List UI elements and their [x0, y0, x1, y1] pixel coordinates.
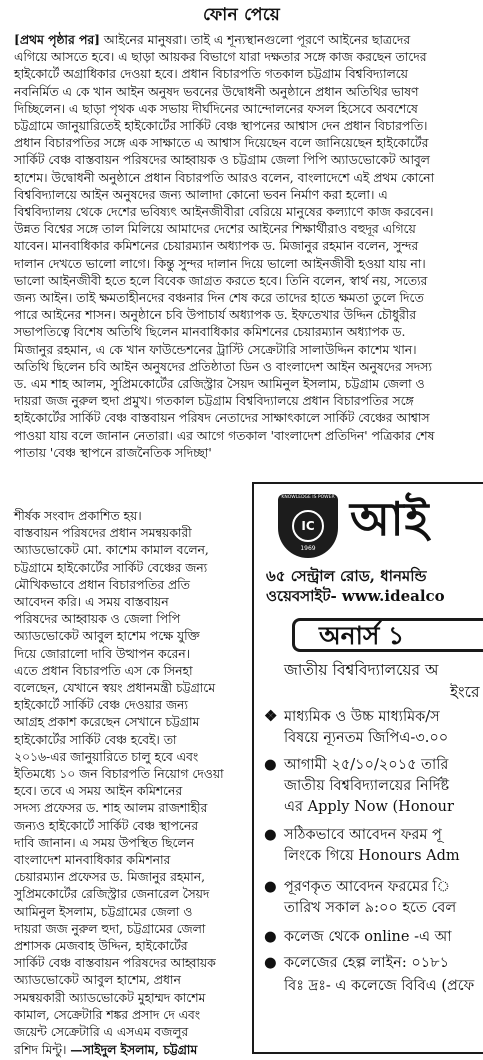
- ad-item: ● কলেজ থেকে online -এ আ: [264, 928, 452, 945]
- ad-item: ● আগামী ২৫/১০/২০১৫ তারি জাতীয় বিশ্ববিদ্যালয়ের নির্দিষ্ট এর Apply Now (Honour: [264, 756, 454, 815]
- byline: —সাইদুল ইসলাম, চট্টগ্রাম: [70, 1042, 198, 1058]
- logo-year: 1969: [300, 545, 316, 552]
- bullet-icon: ●: [264, 954, 277, 971]
- english-fragment: ইংরে: [450, 683, 480, 701]
- ad-item: ❖ মাধ্যমিক ও উচ্চ মাধ্যমিক/স বিষয়ে ন্যূনতম জিপিএ-৩.০০: [264, 707, 449, 746]
- bullet-icon: ●: [264, 928, 277, 945]
- continued-label: [প্রথম পৃষ্ঠার পর]: [14, 32, 100, 47]
- ad-item: ● কলেজের হেল্প লাইন: ০১৮১: [264, 954, 449, 971]
- college-advertisement: [252, 482, 483, 1054]
- ad-item: ● সঠিকভাবে আবেদন ফরম পূ লিংকে গিয়ে Honours Adm: [264, 826, 460, 864]
- ad-item: ● পূরণকৃত আবেদন ফরমের ি তারিখ সকাল ৯:০০ হতে বেল: [264, 878, 457, 916]
- college-website: ওয়েবসাইট- www.idealco: [266, 587, 445, 605]
- article-body-column: [14, 508, 243, 1060]
- college-name: আই: [350, 492, 430, 546]
- logo-initials: IC: [292, 510, 324, 542]
- article-body-full-width: [14, 31, 472, 462]
- college-address: ৬৫ সেন্ট্রাল রোড, ধানমন্ডি: [266, 567, 427, 585]
- university-line: জাতীয় বিশ্ববিদ্যালয়ের অ: [284, 661, 439, 679]
- bullet-icon: ●: [264, 878, 277, 895]
- admission-banner: অনার্স ১: [292, 618, 483, 652]
- article-text-column: শীর্ষক সংবাদ প্রকাশিত হয়। বাস্তবায়ন পরিষদের প্রধান সমন্বয়কারী অ্যাডভোকেট মো. কাশেম কামাল বলেন, চট্টগ্রামে হাইকোর্টের সার্কিট বেঞ্চের জন্য মৌখিকভাবে প্রধান বিচারপতির প্রতি আবেদন করি। এ সময় বাস্তবায়ন পরিষদের আহ্বায়ক ও জেলা পিপি অ্যাডভোকেট আবুল হাশেম পক্ষে যুক্তি দিয়ে জোরালো দাবি উত্থাপন করেন। এতে প্রধান বিচারপতি এস কে সিনহা বলেছেন, যেখানে স্বয়ং প্রধানমন্ত্রী চট্টগ্রামে হাইকোর্টে সার্কিট বেঞ্চ দেওয়ার জন্য আগ্রহ প্রকাশ করেছেন সেখানে চট্টগ্রাম হাইকোর্টের সার্কিট বেঞ্চ হবেই। তা ২০১৬-এর জানুয়ারিতে চালু হবে এবং ইতিমধ্যে ১০ জন বিচারপতি নিয়োগ দেওয়া হবে। তবে এ সময় আইন কমিশনের সদস্য প্রফেসর ড. শাহ আলম রাজশাহীর জন্যও হাইকোর্টে সার্কিট বেঞ্চ স্থাপনের দাবি জানান। এ সময় উপস্থিত ছিলেন বাংলাদেশ মানবাধিকার কমিশনার চেয়ারম্যান প্রফেসর ড. মিজানুর রহমান, সুপ্রিমকোর্টের রেজিস্ট্রার জেনারেল সৈয়দ আমিনুল ইসলাম, চট্টগ্রামের জেলা ও দায়রা জজ নুরুল হুদা, চট্টগ্রামের জেলা প্রশাসক মেজবাহ উদ্দিন, হাইকোর্টের সার্কিট বেঞ্চ বাস্তবায়ন পরিষদের আহ্বায়ক অ্যাডভোকেট আবুল হাশেম, প্রধান সমন্বয়কারী অ্যাডভোকেট মুহাম্মদ কাশেম কামাল, সেক্রেটারি শঙ্কর প্রসাদ দে এবং জয়েন্ট সেক্রেটারি এ এসএম বজলুর রশিদ মিন্টু।: [14, 509, 224, 1058]
- logo-motto: KNOWLEDGE IS POWER: [281, 495, 335, 500]
- page-title: ফোন পেয়ে: [202, 5, 281, 25]
- diamond-bullet-icon: ❖: [264, 707, 278, 725]
- bullet-icon: ●: [264, 826, 277, 843]
- bullet-icon: ●: [264, 756, 277, 773]
- article-text-top: আইনের মানুষরা। তাই এ শূন্যস্থানগুলো পূরণে আইনের ছাত্রদের এগিয়ে আসতে হবে। এ ছাড়া আয়কর বিভাগে যারা দক্ষতার সঙ্গে কাজ করছেন তাদের হাইকোর্টে অগ্রাধিকার দেওয়া হবে। প্রধান বিচারপতি গতকাল চট্টগ্রাম বিশ্ববিদ্যালয়ে নবনির্মিত এ কে খান আইন অনুষদ ভবনের উদ্বোধনী অনুষ্ঠানে প্রধান অতিথির ভাষণ দিচ্ছিলেন। এ ছাড়া পৃথক এক সভায় দীর্ঘদিনের আন্দোলনের ফসল হিসেবে অবশেষে চট্টগ্রামে জানুয়ারিতেই হাইকোর্টের সার্কিট বেঞ্চ স্থাপনের আশ্বাস দেন প্রধান বিচারপতি। প্রধান বিচারপতির সঙ্গে এক সাক্ষাতে এ আশ্বাস দিয়েছেন বলে জানিয়েছেন হাইকোর্টের সার্কিট বেঞ্চ বাস্তবায়ন পরিষদের আহ্বায়ক ও চট্টগ্রাম জেলা পিপি অ্যাডভোকেট আবুল হাশেম। উদ্বোধনী অনুষ্ঠানে প্রধান বিচারপতি আরও বলেন, বাংলাদেশে এই প্রথম কোনো বিশ্ববিদ্যালয়ে আইন অনুষদের জন্য আলাদা কোনো ভবন নির্মাণ করা হলো। এ বিশ্ববিদ্যালয় থেকে দেশের ভবিষ্যৎ আইনজীবীরা বেরিয়ে মানুষের কল্যাণে কাজ করবেন। উন্নত বিশ্বের সঙ্গে তাল মিলিয়ে আমাদের দেশের আইনের শিক্ষার্থীরাও বহুদূর এগিয়ে যাবেন। মানবাধিকার কমিশনের চেয়ারম্যান অধ্যাপক ড. মিজানুর রহমান বলেন, সুন্দর দালান দেখতে ভালো লাগে। কিন্তু সুন্দর দালান দিয়ে ভালো আইনজীবী হওয়া যায় না। ভালো আইনজীবী হতে হলে বিবেক জাগ্রত করতে হবে। তিনি বলেন, স্বার্থ নয়, সত্যের জন্য আইন। তাই ক্ষমতাহীনদের বঞ্চনার দিন শেষ করে তাদের হাতে ক্ষমতা তুলে দিতে পারে আইনের শাসন। অনুষ্ঠানে চবি উপাচার্য অধ্যাপক ড. ইফতেখার উদ্দিন চৌধুরীর সভাপতিত্বে বিশেষ অতিথি ছিলেন মানবাধিকার কমিশনের চেয়ারম্যান অধ্যাপক ড. মিজানুর রহমান, এ কে খান ফাউন্ডেশনের ট্রাস্টি সেক্রেটারি সালাউদ্দিন কাশেম খান। অতিথি ছিলেন চবি আইন অনুষদের প্রতিষ্ঠাতা ডিন ও বাংলাদেশ আইন অনুষদের সদস্য ড. এম শাহ আলম, সুপ্রিমকোর্টের রেজিস্ট্রার সৈয়দ আমিনুল ইসলাম, চট্টগ্রাম জেলা ও দায়রা জজ নুরুল হুদা প্রমুখ। গতকাল চট্টগ্রাম বিশ্ববিদ্যালয়ে প্রধান বিচারপতির সঙ্গে হাইকোর্টের সার্কিট বেঞ্চ বাস্তবায়ন পরিষদ নেতাদের সাক্ষাৎকালে সার্কিট বেঞ্চের আশ্বাস পাওয়া যায় বলে জানান নেতারা। এর আগে গতকাল 'বাংলাদেশ প্রতিদিন' পত্রিকার শেষ পাতায় 'বেঞ্চ স্থাপনে রাজনৈতিক সদিচ্ছা': [14, 33, 435, 460]
- college-logo-icon: [278, 494, 338, 558]
- ad-note: বিঃ দ্রঃ- এ কলেজে বিবিএ (প্রফে: [284, 978, 475, 994]
